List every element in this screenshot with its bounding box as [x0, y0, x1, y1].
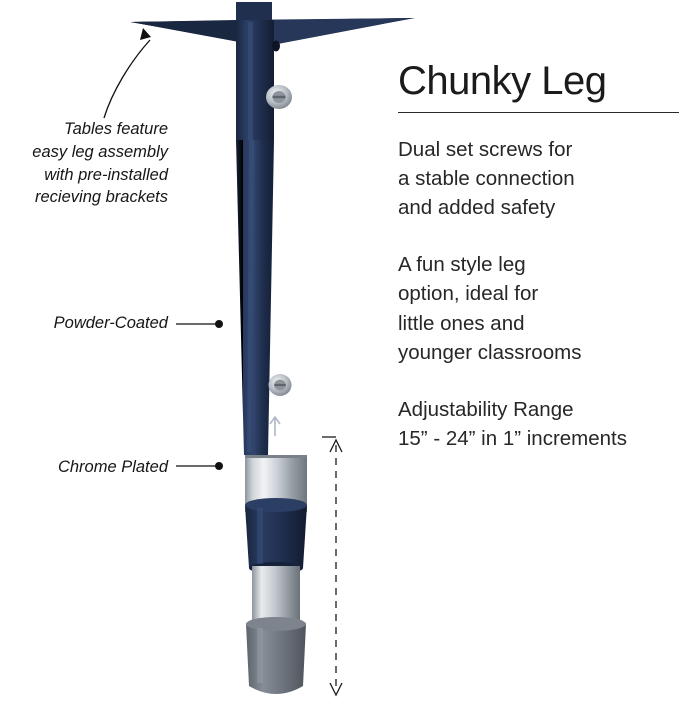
up-arrow-marking [270, 417, 280, 436]
bracket-hole [272, 41, 280, 52]
callout-chrome-plated [8, 456, 168, 479]
callout-powder-coated-label: Powder-Coated [53, 314, 168, 332]
feature2-line1: A fun style leg [398, 253, 526, 277]
feature3-line2: 15” - 24” in 1” increments [398, 426, 628, 450]
callout-brackets-line2: easy leg assembly [32, 142, 168, 161]
feature2-line2: option, ideal for [398, 282, 539, 306]
product-info-panel [398, 60, 679, 453]
callout-brackets-line1: Tables feature [64, 120, 168, 138]
feature-adjustability-range [398, 395, 679, 453]
callout-powder-coated [8, 312, 168, 335]
feature2-line3: little ones and [398, 311, 525, 335]
title-divider [398, 112, 679, 113]
upper-set-screw [266, 85, 292, 109]
feature3-line1: Adjustability Range [398, 397, 574, 421]
feature1-line3: and added safety [398, 196, 556, 220]
callout-chrome-plated-label: Chrome Plated [57, 458, 168, 476]
feature-fun-style-leg [398, 250, 679, 366]
rubber-foot [246, 617, 306, 694]
product-title: Chunky Leg [398, 59, 607, 103]
adjustability-range-arrow [322, 437, 342, 695]
feature2-line4: younger classrooms [398, 340, 582, 364]
adjustment-collar [245, 498, 307, 574]
navy-post [236, 20, 274, 455]
callout-brackets-line4: recieving brackets [35, 188, 168, 207]
callout-leader-lines [104, 28, 223, 470]
feature-dual-set-screws [398, 135, 679, 222]
feature1-line1: Dual set screws for [398, 138, 573, 161]
feature1-line2: a stable connection [398, 167, 575, 191]
lower-set-screw [269, 374, 292, 396]
callout-receiving-brackets [0, 118, 168, 209]
callout-brackets-line3: with pre-installed [44, 165, 168, 184]
